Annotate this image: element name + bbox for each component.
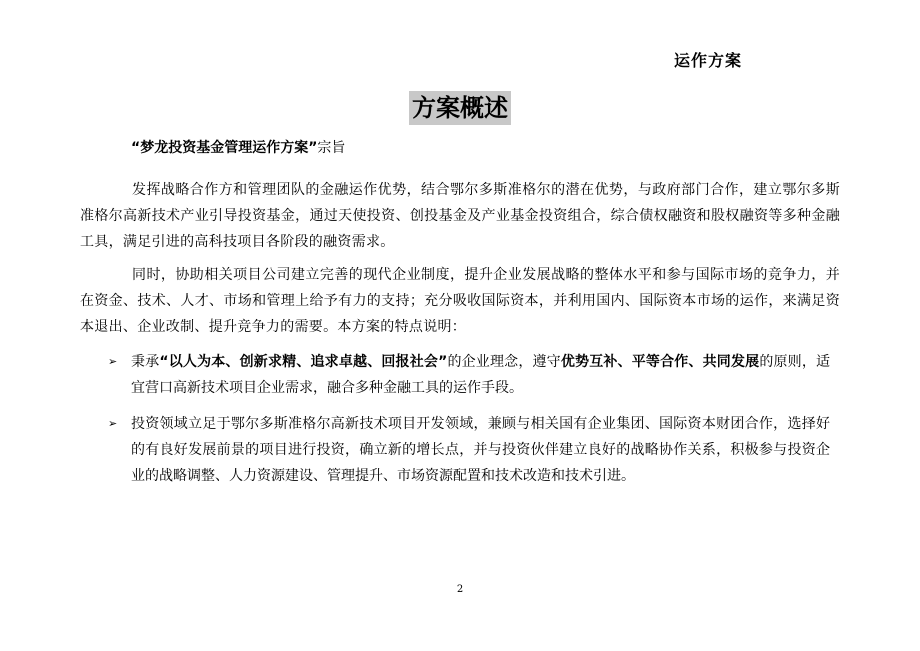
paragraph-2: 同时，协助相关项目公司建立完善的现代企业制度，提升企业发展战略的整体水平和参与国际市场的竞争力，并在资金、技术、人才、市场和管理上给予有力的支持；充分吸收国际资本，并利用国内、国际资本市场的运作，来满足资本退出、企业改制、提升竞争力的需要。本方案的特点说明： xyxy=(80,267,840,335)
bullet-1-bold-principle: 优势互补、平等合作、共同发展 xyxy=(560,354,760,370)
bullet-item-2 xyxy=(108,411,830,489)
bullet-1-pre: 秉承 xyxy=(131,354,160,370)
subtitle-bold: “梦龙投资基金管理运作方案” xyxy=(131,140,318,156)
subtitle-rest: 宗旨 xyxy=(317,140,346,156)
header-title: 运作方案 xyxy=(673,51,742,70)
arrow-bullet-icon: ➢ xyxy=(108,417,118,430)
bullet-item-1 xyxy=(108,349,830,401)
bullet-2-text: 投资领域立足于鄂尔多斯准格尔高新技术项目开发领域，兼顾与相关国有企业集团、国际资本财团合作，选择好的有良好发展前景的项目进行投资，确立新的增长点，并与投资伙伴建立良好的战略协作关系，积极参与投资企业的战略调整、人力资源建设、管理提升、市场资源配置和技术改造和技术引进。 xyxy=(131,416,830,484)
bullet-1-mid: 的企业理念，遵守 xyxy=(447,354,561,370)
subtitle xyxy=(131,136,345,160)
section-title-wrapper xyxy=(0,91,920,125)
bullet-1-post: 的原则，适宜营口高新技术项目企业需求，融合多种金融工具的运作手段。 xyxy=(131,354,831,396)
page-number: 2 xyxy=(456,584,464,595)
arrow-bullet-icon: ➢ xyxy=(108,355,118,368)
paragraph-1: 发挥战略合作方和管理团队的金融运作优势，结合鄂尔多斯准格尔的潜在优势，与政府部门合作，建立鄂尔多斯准格尔高新技术产业引导投资基金，通过天使投资、创投基金及产业基金投资组合，综合债权融资和股权融资等多种金融工具，满足引进的高科技项目各阶段的融资需求。 xyxy=(80,182,840,250)
section-title: 方案概述 xyxy=(409,91,511,125)
bullet-1-bold-motto: “以人为本、创新求精、追求卓越、回报社会” xyxy=(159,354,448,370)
